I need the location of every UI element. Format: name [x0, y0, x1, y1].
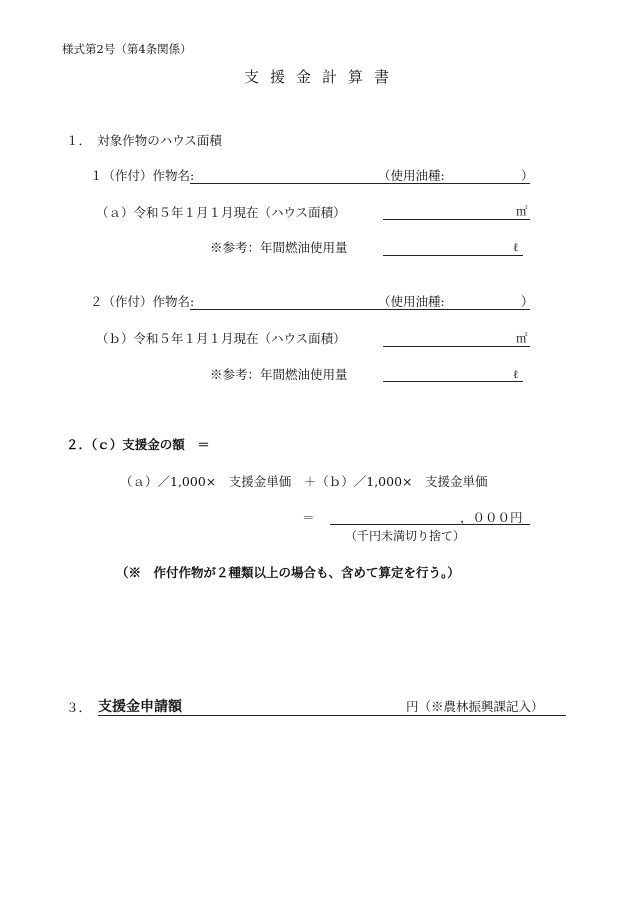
application-amount-field[interactable] [98, 715, 566, 716]
oil-type-close-1: ） [521, 168, 534, 183]
oil-type-label-1: （使用油種: [378, 168, 445, 183]
area-unit-b: ㎡ [516, 331, 528, 345]
page-title: 支援金計算書 [244, 68, 401, 86]
fuel-unit-1: ℓ [513, 240, 519, 254]
section3-heading: 支援金申請額 [98, 699, 182, 715]
crop-name-field-1[interactable] [190, 183, 530, 184]
crop-name-label-1: １（作付）作物名: [90, 168, 195, 183]
amount-underline [330, 524, 530, 525]
crop-name-label-2: ２（作付）作物名: [90, 294, 195, 309]
area-unit-a: ㎡ [516, 204, 528, 218]
section3-number: ３． [66, 700, 92, 715]
house-area-label-a: （ａ）令和５年１月１月現在（ハウス面積） [96, 205, 346, 220]
application-amount-unit: 円（※農林振興課記入） [406, 699, 544, 714]
oil-type-label-2: （使用油種: [378, 294, 445, 309]
section2-heading: ２．（ｃ）支援金の額 ＝ [66, 437, 210, 452]
crop-name-field-2[interactable] [190, 309, 530, 310]
fuel-unit-2: ℓ [513, 367, 519, 381]
fuel-usage-field-1[interactable] [383, 255, 523, 256]
house-area-label-b: （ｂ）令和５年１月１月現在（ハウス面積） [96, 331, 346, 346]
house-area-field-b[interactable] [383, 346, 530, 347]
section1-heading: １． 対象作物のハウス面積 [66, 133, 222, 148]
oil-type-close-2: ） [521, 294, 534, 309]
rounding-note: （千円未満切り捨て） [345, 529, 466, 543]
equals-sign: ＝ [302, 510, 315, 525]
amount-suffix: ，０００円 [460, 510, 523, 525]
form-number: 様式第2号（第4条関係） [62, 42, 192, 56]
fuel-usage-field-2[interactable] [383, 381, 523, 382]
fuel-usage-label-1: ※参考：年間燃油使用量 [210, 240, 348, 255]
house-area-field-a[interactable] [383, 219, 530, 220]
fuel-usage-label-2: ※参考：年間燃油使用量 [210, 367, 348, 382]
calculation-formula: （ａ）／1,000× 支援金単価 ＋（ｂ）／1,000× 支援金単価 [120, 474, 488, 489]
calculation-note: （※ 作付作物が２種類以上の場合も、含めて算定を行う。） [116, 565, 460, 580]
